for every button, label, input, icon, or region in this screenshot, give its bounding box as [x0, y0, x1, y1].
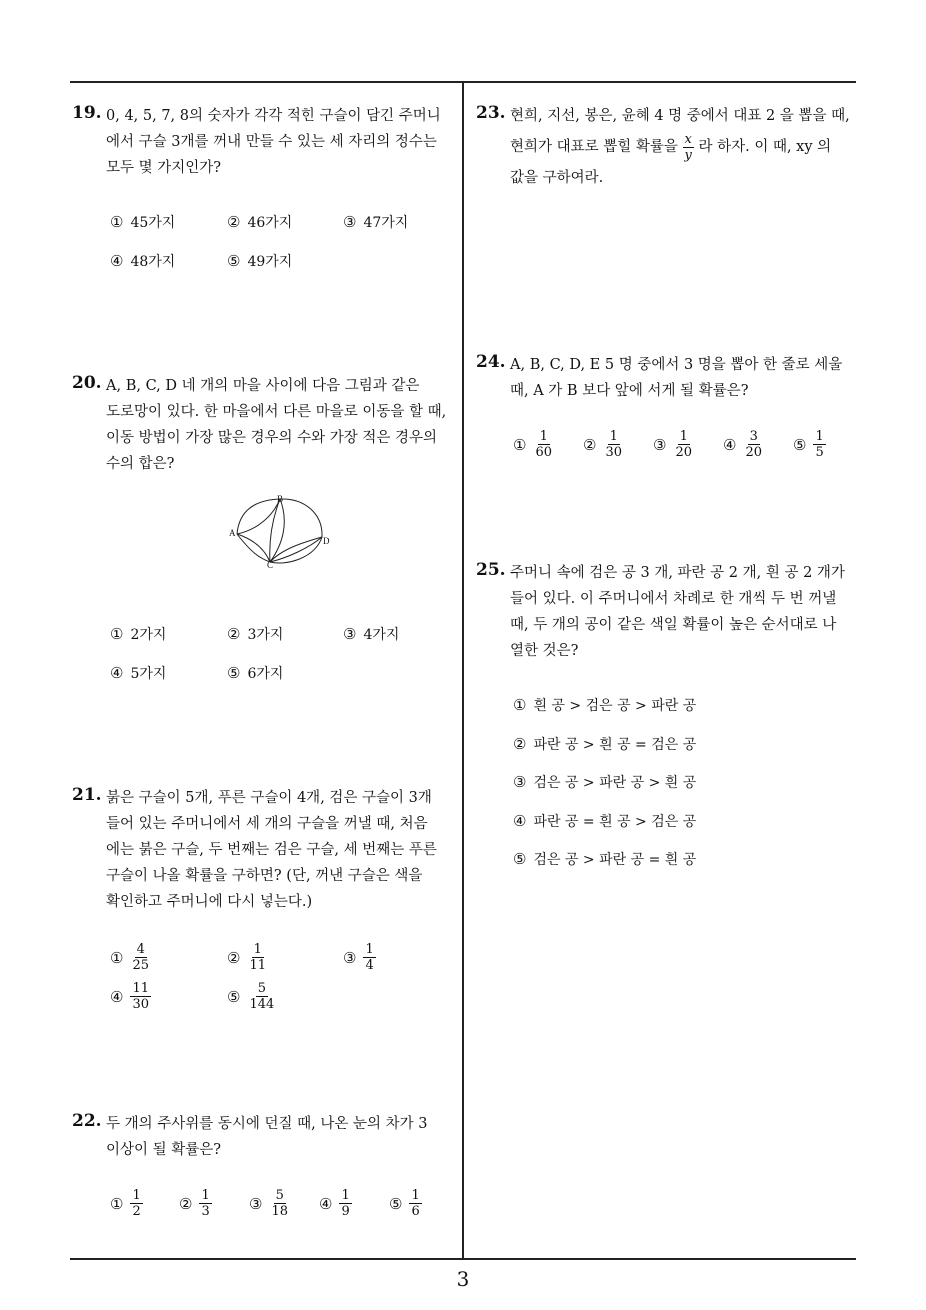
node-b-label: B	[277, 494, 284, 504]
option-text: 46가지	[247, 215, 293, 231]
q19-option-4[interactable]	[110, 251, 175, 271]
option-mark: ①	[110, 948, 124, 967]
fraction	[130, 981, 151, 1012]
question-line: 열한 것은?	[510, 643, 579, 659]
question-line: 수의 합은?	[106, 456, 175, 472]
node-d-label: D	[323, 536, 330, 546]
q20-option-1[interactable]	[110, 624, 166, 644]
q21-option-1[interactable]	[110, 942, 151, 973]
option-text: 49가지	[247, 254, 293, 270]
road-a-b-outer	[237, 499, 280, 534]
fraction-numerator: 5	[257, 981, 266, 996]
question-line: 확인하고 주머니에 다시 넣는다.)	[106, 894, 313, 910]
option-mark: ⑤	[793, 435, 807, 454]
option-mark: ③	[249, 1194, 263, 1213]
question-text	[106, 373, 446, 477]
question-text-part: 현희가 대표로 뽑힐 확률을	[510, 139, 678, 155]
fraction-denominator: 18	[271, 1204, 288, 1219]
option-mark: ③	[343, 948, 357, 967]
fraction	[409, 1188, 421, 1219]
option-text: 4가지	[363, 627, 400, 643]
option-mark: ⑤	[227, 252, 241, 270]
option-text: 흰 공 > 검은 공 > 파란 공	[533, 698, 697, 714]
question-text	[510, 560, 845, 664]
q24-option-2[interactable]	[583, 429, 624, 460]
fraction-denominator: 3	[201, 1204, 210, 1219]
question-line	[510, 129, 850, 165]
option-mark: ④	[723, 435, 737, 454]
option-text: 3가지	[247, 627, 284, 643]
q25-option-4[interactable]	[513, 811, 696, 831]
fraction-numerator: 5	[275, 1188, 284, 1203]
option-mark: ③	[653, 435, 667, 454]
question-line: 때, 두 개의 공이 같은 색일 확률이 높은 순서대로 나	[510, 617, 837, 633]
fraction-denominator: y	[684, 147, 692, 163]
q20-option-2[interactable]	[227, 624, 283, 644]
question-text-part: 라 하자. 이 때, xy 의	[698, 139, 832, 155]
fraction-numerator: 1	[679, 429, 688, 444]
question-text	[106, 785, 437, 915]
fraction-numerator: 1	[609, 429, 618, 444]
fraction-denominator: 4	[365, 958, 374, 973]
option-mark: ①	[513, 696, 527, 714]
fraction	[130, 942, 151, 973]
question-line: 붉은 구슬이 5개, 푸른 구슬이 4개, 검은 구슬이 3개	[106, 790, 432, 806]
column-divider	[462, 82, 464, 1259]
q25-option-3[interactable]	[513, 772, 696, 792]
fraction-numerator: 3	[749, 429, 758, 444]
q19-option-1[interactable]	[110, 212, 175, 232]
fraction-denominator: 60	[535, 445, 552, 460]
page-number: 3	[456, 1267, 470, 1291]
fraction-denominator: 11	[249, 958, 266, 973]
question-line: 주머니 속에 검은 공 3 개, 파란 공 2 개, 흰 공 2 개가	[510, 565, 845, 581]
fraction-numerator: 11	[132, 981, 149, 996]
question-line: 구슬이 나올 확률을 구하면? (단, 꺼낸 구슬은 색을	[106, 868, 423, 884]
bottom-rule	[70, 1258, 856, 1260]
road-a-c-inner	[237, 534, 270, 562]
q25-option-2[interactable]	[513, 734, 696, 754]
option-mark: ②	[227, 948, 241, 967]
road-b-d	[280, 499, 322, 537]
option-mark: ②	[227, 625, 241, 643]
node-c-label: C	[267, 560, 274, 570]
option-mark: ③	[343, 213, 357, 231]
option-mark: ⑤	[389, 1194, 403, 1213]
q24-option-4[interactable]	[723, 429, 764, 460]
q20-option-4[interactable]	[110, 663, 166, 683]
fraction	[743, 429, 764, 460]
q24-option-3[interactable]	[653, 429, 694, 460]
option-text: 6가지	[247, 666, 284, 682]
question-line: 에서 구슬 3개를 꺼내 만들 수 있는 세 자리의 정수는	[106, 134, 437, 150]
option-text: 45가지	[130, 215, 176, 231]
fraction-numerator: 1	[411, 1188, 420, 1203]
question-text	[106, 103, 441, 181]
q19-option-2[interactable]	[227, 212, 292, 232]
q25-option-5[interactable]	[513, 849, 696, 869]
question-line: 현희, 지선, 봉은, 윤혜 4 명 중에서 대표 2 을 뽑을 때,	[510, 108, 850, 124]
question-number: 25.	[476, 560, 506, 580]
fraction	[813, 429, 825, 460]
fraction-denominator: 20	[675, 445, 692, 460]
question-number: 20.	[72, 373, 102, 393]
option-mark: ⑤	[227, 664, 241, 682]
q20-option-3[interactable]	[343, 624, 399, 644]
node-a-label: A	[229, 528, 236, 538]
fraction	[247, 981, 276, 1012]
question-line: 들어 있다. 이 주머니에서 차례로 한 개씩 두 번 꺼낼	[510, 591, 837, 607]
option-mark: ②	[227, 213, 241, 231]
question-line: 0, 4, 5, 7, 8의 숫자가 각각 적힌 구슬이 담긴 주머니	[106, 108, 441, 124]
fraction	[269, 1188, 290, 1219]
fraction-numerator: 1	[365, 942, 374, 957]
option-text: 48가지	[130, 254, 176, 270]
option-mark: ③	[343, 625, 357, 643]
q22-option-5[interactable]	[389, 1188, 422, 1219]
road-a-b-inner	[237, 499, 280, 534]
option-mark: ②	[513, 735, 527, 753]
option-mark: ①	[110, 1194, 124, 1213]
fraction-numerator: x	[684, 131, 692, 147]
q22-option-1[interactable]	[110, 1188, 143, 1219]
q21-option-2[interactable]	[227, 942, 268, 973]
option-mark: ④	[110, 664, 124, 682]
fraction	[130, 1188, 142, 1219]
fraction-numerator: 1	[201, 1188, 210, 1203]
q21-option-4[interactable]	[110, 981, 151, 1012]
option-mark: ②	[179, 1194, 193, 1213]
fraction-denominator: 25	[132, 958, 149, 973]
q24-option-5[interactable]	[793, 429, 826, 460]
road-a-c-outer	[237, 534, 270, 562]
q25-option-1[interactable]	[513, 695, 696, 715]
fraction	[247, 942, 268, 973]
fraction-numerator: 4	[136, 942, 145, 957]
option-mark: ④	[110, 252, 124, 270]
question-line: 에는 붉은 구슬, 두 번째는 검은 구슬, 세 번째는 푸른	[106, 842, 437, 858]
q19-option-5[interactable]	[227, 251, 292, 271]
question-line: 값을 구하여라.	[510, 170, 604, 186]
fraction-denominator: 9	[341, 1204, 350, 1219]
fraction-numerator: 1	[132, 1188, 141, 1203]
option-mark: ④	[319, 1194, 333, 1213]
q22-option-2[interactable]	[179, 1188, 212, 1219]
fraction-numerator: 1	[253, 942, 262, 957]
question-line: 도로망이 있다. 한 마을에서 다른 마을로 이동을 할 때,	[106, 404, 447, 420]
fraction-numerator: 1	[815, 429, 824, 444]
question-line: 때, A 가 B 보다 앞에 서게 될 확률은?	[510, 383, 749, 399]
fraction	[363, 942, 375, 973]
fraction	[533, 429, 554, 460]
option-text: 파란 공 = 흰 공 > 검은 공	[533, 814, 697, 830]
question-line: A, B, C, D 네 개의 마을 사이에 다음 그림과 같은	[106, 378, 420, 394]
q19-option-3[interactable]	[343, 212, 408, 232]
option-text: 2가지	[130, 627, 167, 643]
option-text: 5가지	[130, 666, 167, 682]
q21-option-5[interactable]	[227, 981, 276, 1012]
question-line: 이동 방법이 가장 많은 경우의 수와 가장 적은 경우의	[106, 430, 438, 446]
option-mark: ④	[513, 812, 527, 830]
fraction-denominator: 20	[745, 445, 762, 460]
q22-option-3[interactable]	[249, 1188, 290, 1219]
option-mark: ⑤	[513, 850, 527, 868]
option-text: 검은 공 > 파란 공 = 흰 공	[533, 852, 697, 868]
option-text: 검은 공 > 파란 공 > 흰 공	[533, 775, 697, 791]
question-line: A, B, C, D, E 5 명 중에서 3 명을 뽑아 한 줄로 세울	[510, 357, 843, 373]
question-line: 두 개의 주사위를 동시에 던질 때, 나온 눈의 차가 3	[106, 1116, 428, 1132]
fraction	[339, 1188, 351, 1219]
fraction-denominator: 30	[132, 997, 149, 1012]
q20-option-5[interactable]	[227, 663, 283, 683]
fraction-denominator: 144	[249, 997, 275, 1012]
q21-option-3[interactable]	[343, 942, 376, 973]
question-number: 19.	[72, 103, 102, 123]
fraction-numerator: 1	[539, 429, 548, 444]
option-mark: ②	[583, 435, 597, 454]
question-number: 22.	[72, 1111, 102, 1131]
fraction-denominator: 30	[605, 445, 622, 460]
option-mark: ①	[110, 625, 124, 643]
option-mark: ①	[513, 435, 527, 454]
question-line: 들어 있는 주머니에서 세 개의 구슬을 꺼낼 때, 처음	[106, 816, 428, 832]
question-line: 모두 몇 가지인가?	[106, 160, 222, 176]
option-mark: ③	[513, 773, 527, 791]
question-text	[510, 103, 850, 191]
option-mark: ④	[110, 987, 124, 1006]
fraction-denominator: 6	[411, 1204, 420, 1219]
option-text: 파란 공 > 흰 공 = 검은 공	[533, 737, 697, 753]
option-mark: ①	[110, 213, 124, 231]
fraction	[683, 132, 694, 163]
fraction-denominator: 2	[132, 1204, 141, 1219]
option-mark: ⑤	[227, 987, 241, 1006]
road-network-figure	[225, 492, 337, 570]
fraction-numerator: 1	[341, 1188, 350, 1203]
fraction	[199, 1188, 211, 1219]
option-text: 47가지	[363, 215, 409, 231]
question-line: 이상이 될 확률은?	[106, 1142, 222, 1158]
question-number: 23.	[476, 103, 506, 123]
fraction	[673, 429, 694, 460]
fraction-denominator: 5	[815, 445, 824, 460]
question-number: 24.	[476, 352, 506, 372]
q22-option-4[interactable]	[319, 1188, 352, 1219]
question-text	[510, 352, 842, 404]
question-text	[106, 1111, 427, 1163]
fraction	[603, 429, 624, 460]
question-number: 21.	[72, 785, 102, 805]
q24-option-1[interactable]	[513, 429, 554, 460]
